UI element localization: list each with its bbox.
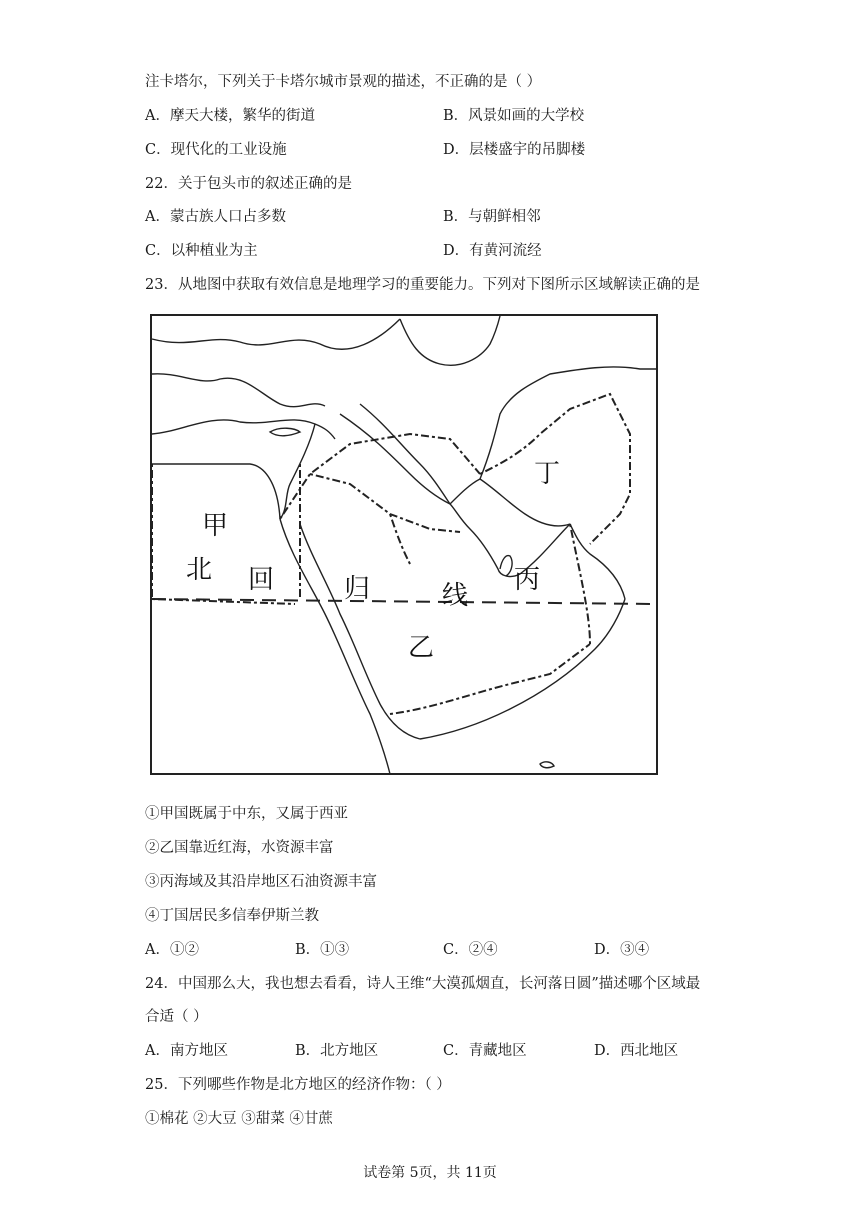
q21-option-d[interactable]: D．层楼盛宇的吊脚楼: [443, 142, 586, 158]
q22-option-a[interactable]: A．蒙古族人口占多数: [145, 209, 286, 225]
q24-option-c[interactable]: C．青藏地区: [443, 1043, 527, 1059]
q22-option-b[interactable]: B．与朝鲜相邻: [443, 209, 541, 225]
q24-stem-line2: 合适（ ）: [145, 1009, 208, 1025]
label-xian: 线: [442, 581, 469, 611]
q23-statement-1: ①甲国既属于中东，又属于西亚: [145, 806, 348, 822]
q24-option-d[interactable]: D．西北地区: [594, 1043, 679, 1059]
q21-stem-tail: 注卡塔尔，下列关于卡塔尔城市景观的描述，不正确的是（ ）: [145, 74, 542, 90]
q25-items: ①棉花 ②大豆 ③甜菜 ④甘蔗: [145, 1111, 333, 1127]
q25-stem: 25．下列哪些作物是北方地区的经济作物：（ ）: [145, 1077, 451, 1093]
label-hui: 回: [248, 565, 275, 595]
q22-option-c[interactable]: C．以种植业为主: [145, 243, 258, 259]
q24-option-b[interactable]: B．北方地区: [295, 1043, 379, 1059]
page-footer: 试卷第 5页，共 11页: [363, 1165, 497, 1181]
q23-option-d[interactable]: D．③④: [594, 942, 650, 958]
q21-option-b[interactable]: B．风景如画的大学校: [443, 108, 585, 124]
q23-option-c[interactable]: C．②④: [443, 942, 498, 958]
label-yi: 乙: [408, 633, 435, 663]
label-ding: 丁: [534, 459, 561, 489]
label-bei: 北: [186, 555, 213, 585]
q23-option-b[interactable]: B．①③: [295, 942, 350, 958]
q22-option-d[interactable]: D．有黄河流经: [443, 243, 542, 259]
q23-statement-2: ②乙国靠近红海，水资源丰富: [145, 840, 334, 856]
q23-statement-4: ④丁国居民多信奉伊斯兰教: [145, 908, 319, 924]
label-jia: 甲: [202, 511, 229, 541]
q22-stem: 22．关于包头市的叙述正确的是: [145, 176, 352, 192]
middle-east-map: [150, 314, 658, 775]
q21-option-a[interactable]: A．摩天大楼，繁华的街道: [145, 108, 315, 124]
q21-option-c[interactable]: C．现代化的工业设施: [145, 142, 287, 158]
q23-stem: 23．从地图中获取有效信息是地理学习的重要能力。下列对下图所示区域解读正确的是: [145, 277, 700, 293]
label-bing: 丙: [514, 565, 541, 595]
label-gui: 归: [344, 574, 371, 604]
q23-statement-3: ③丙海域及其沿岸地区石油资源丰富: [145, 874, 377, 890]
q23-option-a[interactable]: A．①②: [145, 942, 199, 958]
q24-option-a[interactable]: A．南方地区: [145, 1043, 228, 1059]
q24-stem-line1: 24．中国那么大，我也想去看看，诗人王维“大漠孤烟直，长河落日圆”描述哪个区域最: [145, 976, 701, 992]
